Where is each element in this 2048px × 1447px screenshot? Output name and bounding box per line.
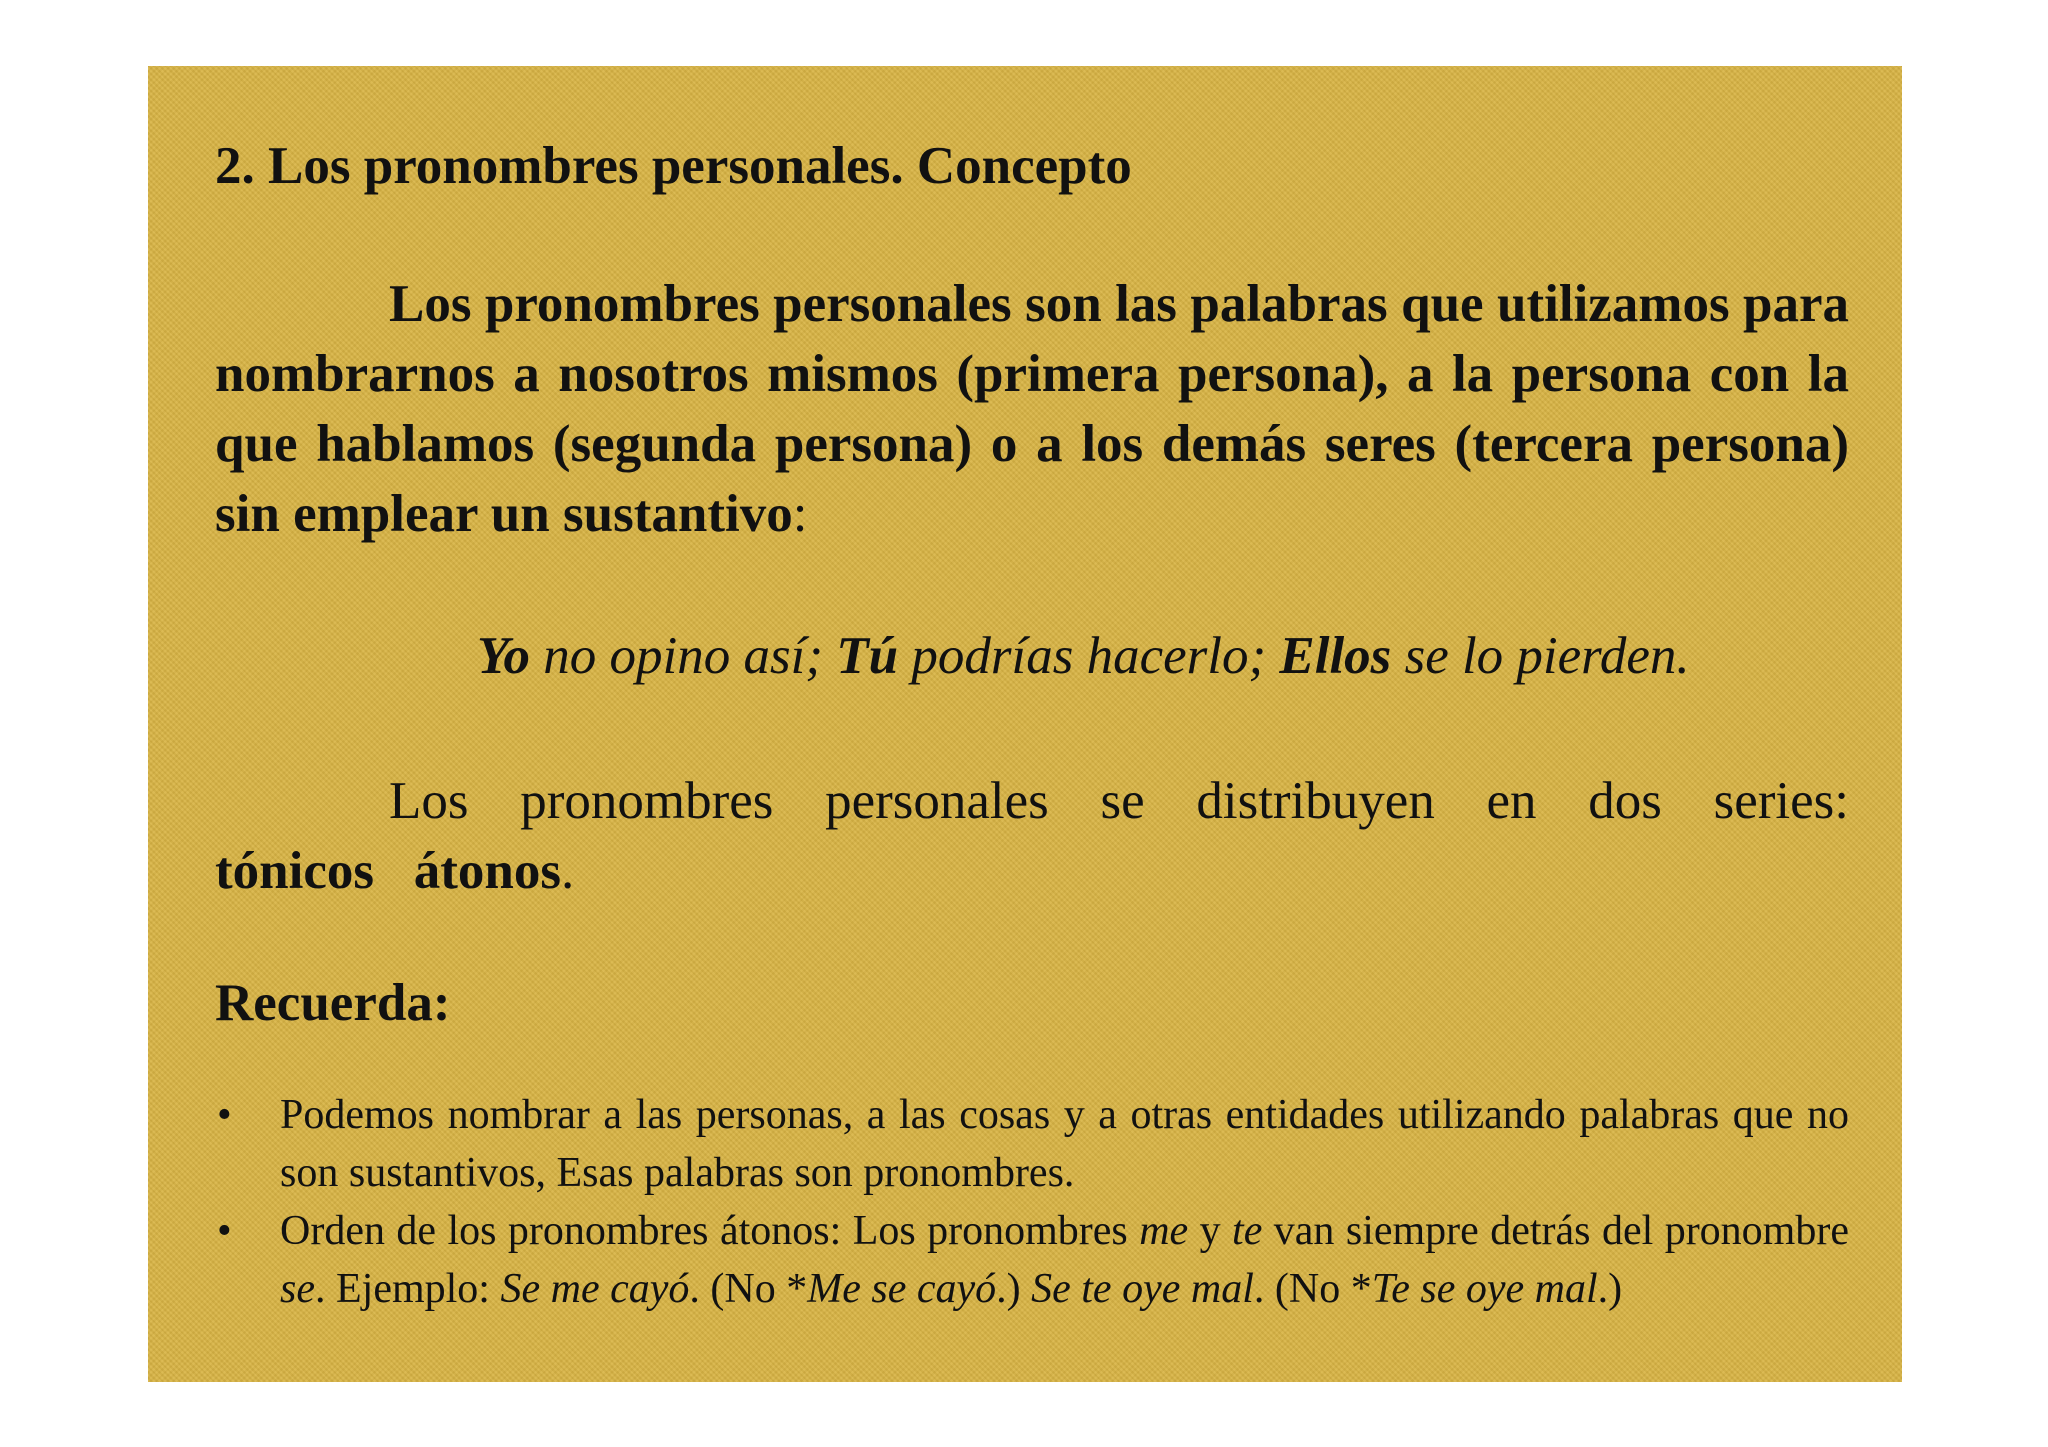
list-item <box>215 1202 1849 1318</box>
series-paragraph <box>215 766 1849 906</box>
concept-text: Los pronombres personales son las palabras que utilizamos para nombrarnos a nosotros mismos (primera persona), a la persona con la que hablamos (segunda persona) o a los demás seres (tercera persona) sin emplear un sustantivo <box>215 275 1849 543</box>
list-item-text: y <box>1188 1208 1233 1254</box>
concept-colon: : <box>792 485 808 543</box>
series-text: Los pronombres personales se distribuyen en dos series: <box>389 772 1849 830</box>
pronoun-se: se <box>280 1266 315 1312</box>
pronoun-te: te <box>1232 1208 1263 1254</box>
example-text-1: no opino así; <box>530 627 837 685</box>
example-pronoun-ellos: Ellos <box>1279 627 1392 685</box>
bullet-icon: • <box>217 1092 232 1138</box>
recuerda-heading: Recuerda: <box>215 974 451 1032</box>
slide-title: 2. Los pronombres personales. Concepto <box>215 137 1132 195</box>
list-item-text: . (No * <box>1253 1266 1372 1312</box>
list-item-text: Orden de los pronombres átonos: Los pronombres <box>280 1208 1140 1254</box>
list-item-text: . (No * <box>689 1266 808 1312</box>
pronoun-me: me <box>1139 1208 1189 1254</box>
list-item-text: Podemos nombrar a las personas, a las cosas y a otras entidades utilizando palabras que no son sustantivos, Esas palabras son pronombres. <box>280 1092 1849 1196</box>
recuerda-list <box>215 1086 1849 1318</box>
list-item-text: .) <box>1597 1266 1623 1312</box>
list-item-text: .) <box>996 1266 1032 1312</box>
example-wrong-2: Te se oye mal <box>1371 1266 1598 1312</box>
series-names: tónicos átonos <box>215 842 562 900</box>
series-end: . <box>561 842 575 900</box>
example-correct-2: Se te oye mal <box>1031 1266 1254 1312</box>
list-item-text: . Ejemplo: <box>315 1266 501 1312</box>
slide <box>148 66 1902 1382</box>
bullet-icon: • <box>217 1208 232 1254</box>
list-item-text: van siempre detrás del pronombre <box>1262 1208 1849 1254</box>
list-item <box>215 1086 1849 1202</box>
example-text-3: se lo pierden. <box>1391 627 1690 685</box>
example-correct-1: Se me cayó <box>500 1266 690 1312</box>
example-pronoun-yo: Yo <box>477 627 530 685</box>
example-wrong-1: Me se cayó <box>807 1266 997 1312</box>
concept-paragraph <box>215 269 1849 549</box>
example-pronoun-tu: Tú <box>836 627 899 685</box>
example-text-2: podrías hacerlo; <box>898 627 1280 685</box>
example-sentence <box>477 626 1690 686</box>
